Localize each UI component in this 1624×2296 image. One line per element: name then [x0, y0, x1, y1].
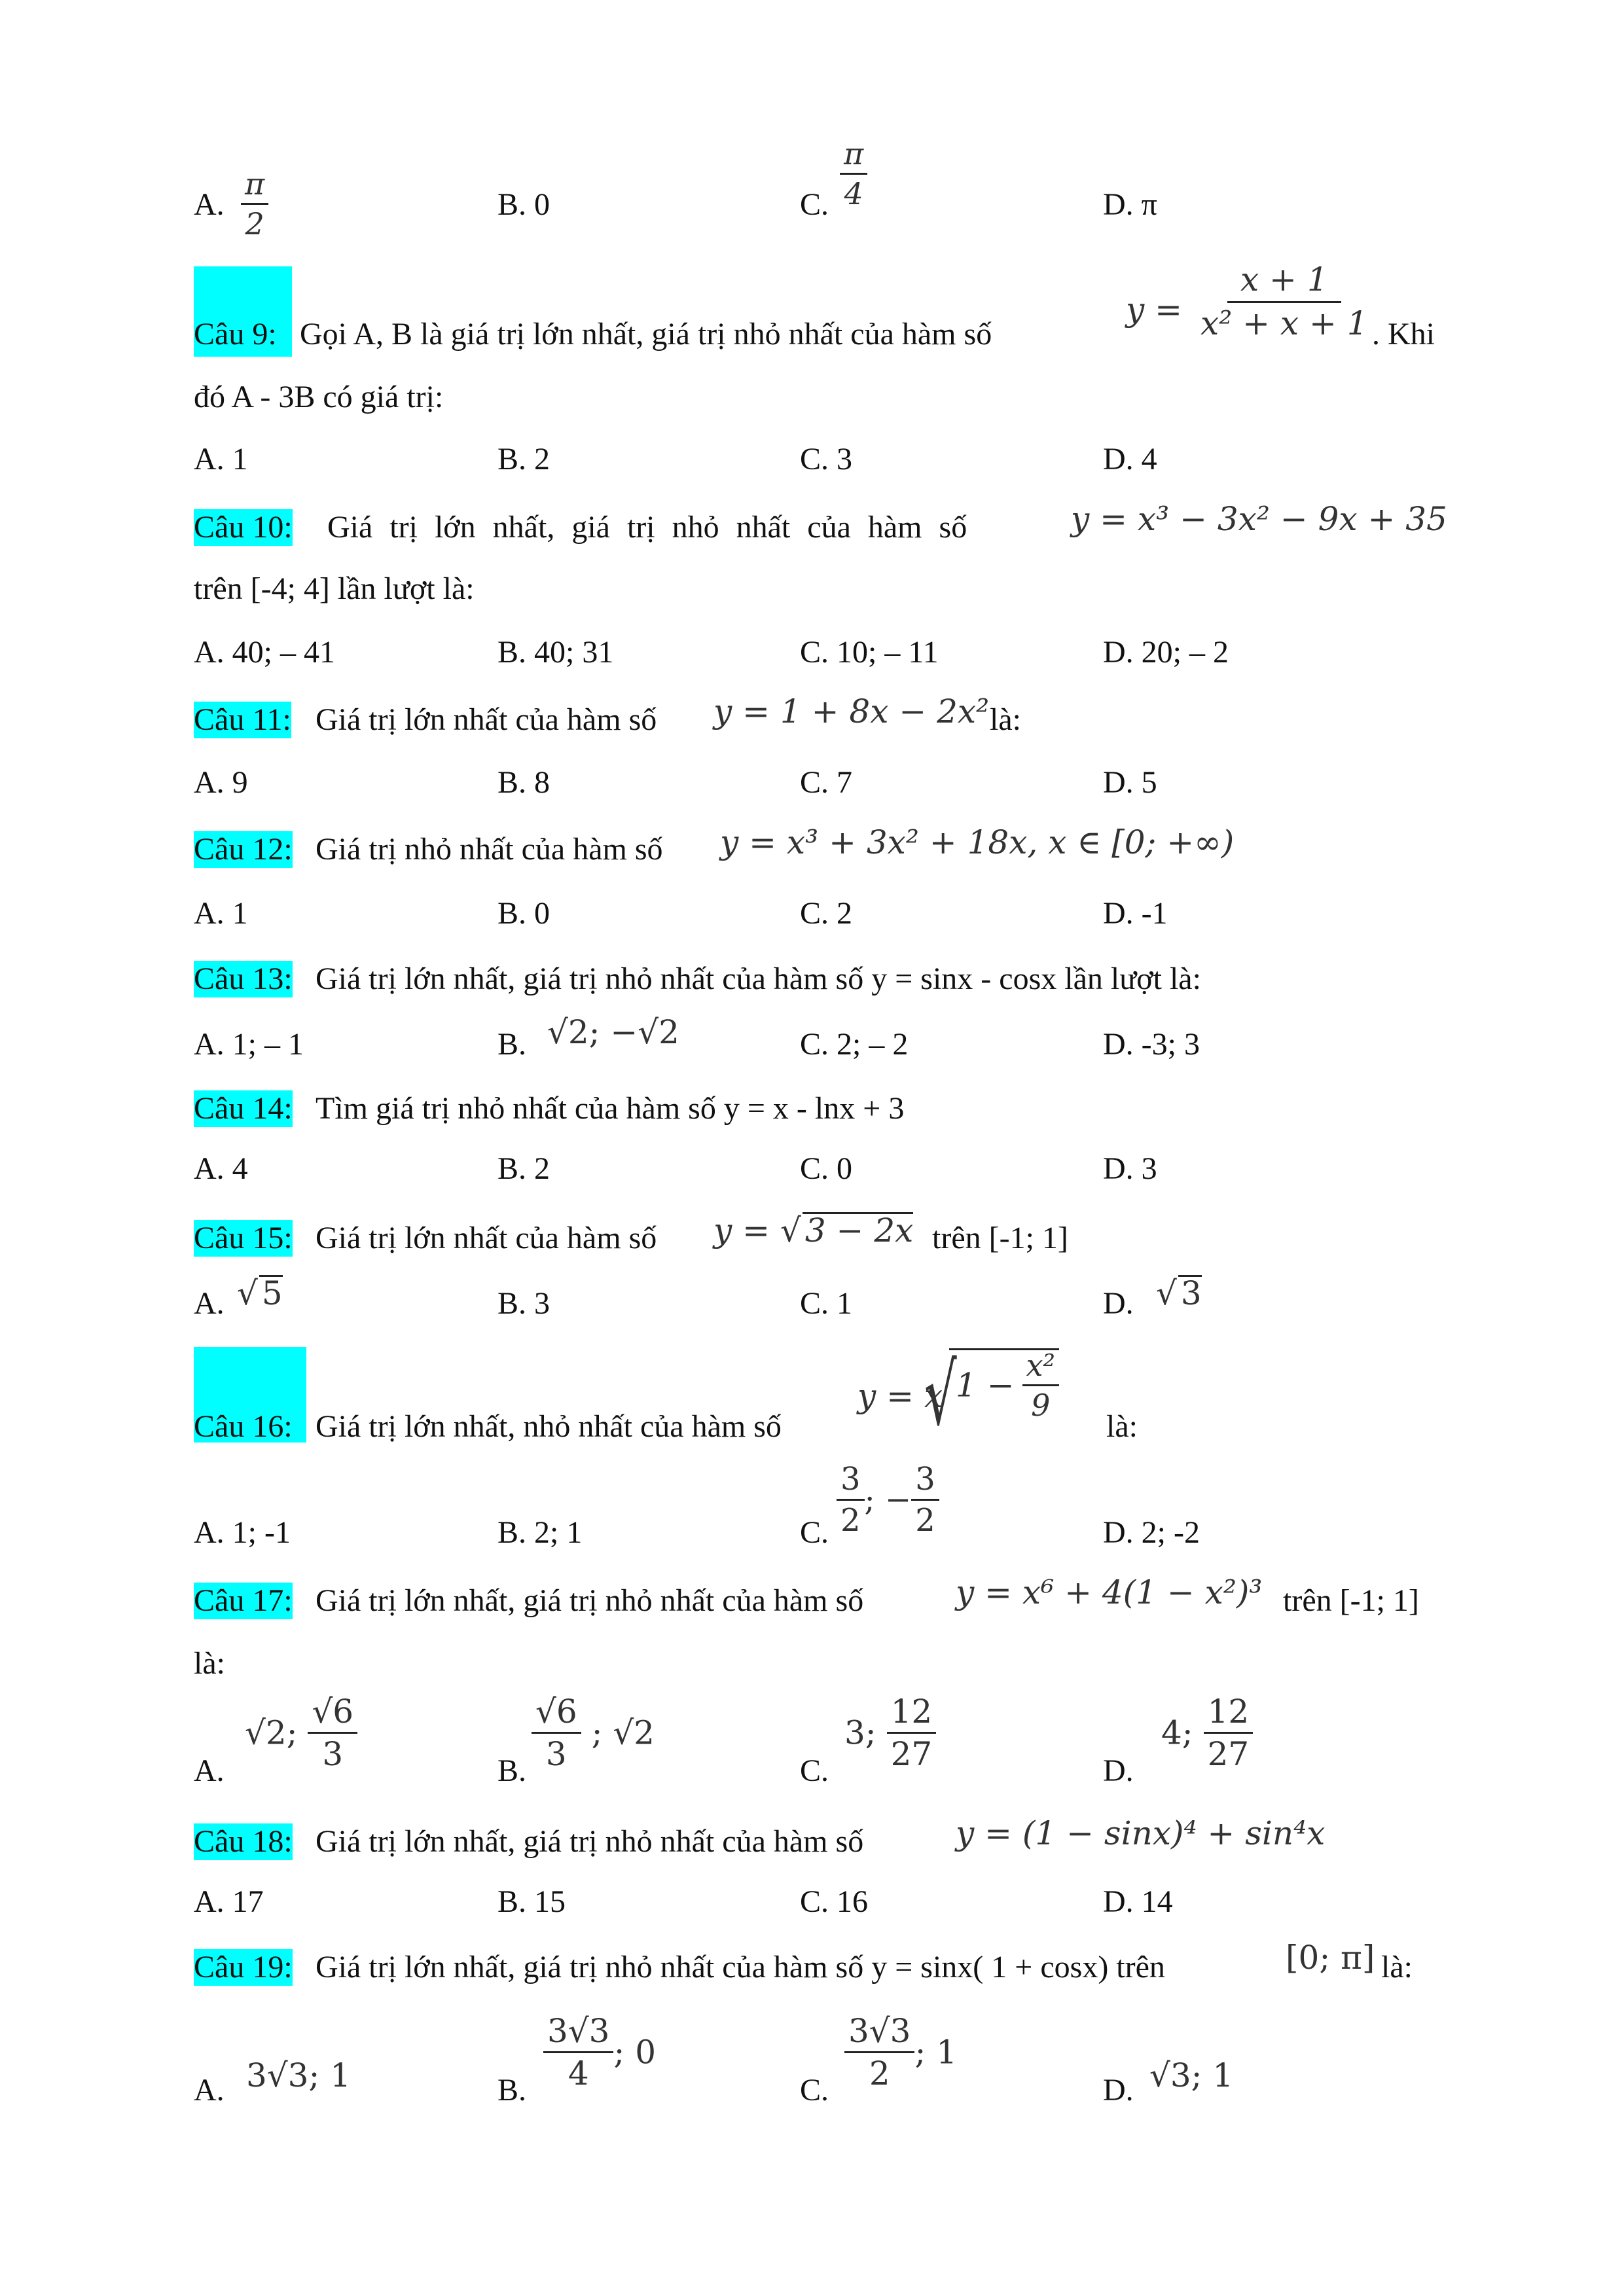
- q19-option-d-value: √3; 1: [1149, 2056, 1234, 2094]
- q19-option-a-value: 3√3; 1: [246, 2056, 352, 2094]
- q16-option-c-value: $\frac{3}{2}$ ; − $\frac{3}{2}$: [837, 1463, 939, 1536]
- q12-option-c: C. 2: [800, 896, 853, 931]
- q15-question-tail: trên [-1; 1]: [932, 1221, 1068, 1255]
- q11-question-tail: là:: [990, 702, 1021, 737]
- q8-option-c-label: C.: [800, 187, 829, 222]
- q14-label: Câu 14:: [194, 1091, 293, 1126]
- q13-option-b-value: √2; −√2: [547, 1013, 679, 1051]
- q17-option-a-value: √2; $\frac{√6}{3}$: [245, 1695, 357, 1770]
- q17-option-d-value: 4; $\frac{12}{27}$: [1161, 1695, 1253, 1770]
- q12-option-b: B. 0: [497, 896, 550, 931]
- q9-question-tail: . Khi: [1372, 317, 1435, 351]
- q9-formula-fraction: $\frac{x + 1}{\text{x² + x + 1}}$: [1200, 260, 1368, 342]
- q19-option-b-value: $\frac{3√3}{4}$ ; 0: [543, 2015, 656, 2090]
- q8-option-a-label: A.: [194, 187, 225, 222]
- q10-question-line2: trên [-4; 4] lần lượt là:: [194, 571, 475, 606]
- q10-option-d: D. 20; – 2: [1103, 635, 1229, 670]
- q13-option-d: D. -3; 3: [1103, 1027, 1200, 1062]
- q12-label: Câu 12:: [194, 832, 293, 867]
- q17-question-text: Giá trị lớn nhất, giá trị nhỏ nhất của hàm số: [316, 1583, 864, 1618]
- q17-option-b-label: B.: [497, 1753, 527, 1788]
- q13-label: Câu 13:: [194, 961, 293, 996]
- q16-option-b: B. 2; 1: [497, 1515, 583, 1550]
- q16-radical-sign: √: [924, 1345, 957, 1444]
- q17-label: Câu 17:: [194, 1583, 293, 1618]
- q8-option-d: D. π: [1103, 187, 1157, 222]
- q11-question-text: Giá trị lớn nhất của hàm số: [316, 702, 657, 737]
- q19-option-d-label: D.: [1103, 2073, 1134, 2108]
- q9-label: Câu 9:: [194, 317, 277, 351]
- q19-option-c-label: C.: [800, 2073, 829, 2108]
- q9-question-text: Gọi A, B là giá trị lớn nhất, giá trị nhỏ nhất của hàm số: [300, 317, 992, 351]
- q10-option-b: B. 40; 31: [497, 635, 614, 670]
- q9-option-b: B. 2: [497, 442, 550, 476]
- q12-option-a: A. 1: [194, 896, 248, 931]
- q16-question-tail: là:: [1106, 1409, 1138, 1444]
- q10-question-text: Giá trị lớn nhất, giá trị nhỏ nhất của hàm số: [327, 510, 967, 545]
- q17-question-line2: là:: [194, 1646, 225, 1681]
- q16-label: Câu 16:: [194, 1409, 293, 1444]
- q18-question-text: Giá trị lớn nhất, giá trị nhỏ nhất của hàm số: [316, 1824, 864, 1859]
- q8-option-c-fraction: $\frac{\pi}{4}$: [840, 139, 867, 209]
- q14-question-text: Tìm giá trị nhỏ nhất của hàm số y = x - lnx + 3: [316, 1091, 905, 1126]
- q17-option-a-label: A.: [194, 1753, 225, 1788]
- q10-formula: y = x³ − 3x² − 9x + 35: [1071, 500, 1447, 538]
- q17-option-c-label: C.: [800, 1753, 829, 1788]
- q16-option-c-label: C.: [800, 1515, 829, 1550]
- q15-option-d-value: √ 3: [1156, 1274, 1202, 1312]
- q9-formula-lhs: y =: [1126, 291, 1183, 329]
- q12-question-text: Giá trị nhỏ nhất của hàm số: [316, 832, 663, 867]
- q14-option-d: D. 3: [1103, 1151, 1157, 1186]
- q15-question-text: Giá trị lớn nhất của hàm số: [316, 1221, 657, 1255]
- q15-label: Câu 15:: [194, 1221, 293, 1255]
- q8-option-a-fraction: $\frac{\pi}{2}$: [241, 169, 268, 239]
- q12-formula: y = x³ + 3x² + 18x, x ∈ [0; +∞): [720, 823, 1235, 861]
- q18-option-b: B. 15: [497, 1884, 566, 1919]
- q18-option-c: C. 16: [800, 1884, 869, 1919]
- q17-option-d-label: D.: [1103, 1753, 1134, 1788]
- q16-option-d: D. 2; -2: [1103, 1515, 1200, 1550]
- q19-label: Câu 19:: [194, 1950, 293, 1984]
- q11-formula: y = 1 + 8x − 2x²: [713, 692, 990, 730]
- q15-formula: y = √ 3 − 2x: [713, 1211, 914, 1249]
- q18-label: Câu 18:: [194, 1824, 293, 1859]
- q12-option-d: D. -1: [1103, 896, 1168, 931]
- q9-option-a: A. 1: [194, 442, 248, 476]
- q19-option-b-label: B.: [497, 2073, 527, 2108]
- q19-option-c-value: $\frac{3√3}{2}$ ; 1: [844, 2015, 957, 2090]
- q10-option-a: A. 40; – 41: [194, 635, 335, 670]
- q14-option-c: C. 0: [800, 1151, 853, 1186]
- q11-option-a: A. 9: [194, 765, 248, 800]
- q9-question-line2: đó A - 3B có giá trị:: [194, 380, 444, 414]
- q13-option-b-label: B.: [497, 1027, 527, 1062]
- q18-option-a: A. 17: [194, 1884, 264, 1919]
- q10-option-c: C. 10; – 11: [800, 635, 939, 670]
- q8-option-b: B. 0: [497, 187, 550, 222]
- q13-question-text: Giá trị lớn nhất, giá trị nhỏ nhất của hàm số y = sinx - cosx lần lượt là:: [316, 961, 1201, 996]
- q15-option-a-label: A.: [194, 1286, 225, 1321]
- q16-formula-radical: 1 − $\frac{\text{x²}}{9}$: [949, 1348, 1059, 1420]
- q19-question-text: Giá trị lớn nhất, giá trị nhỏ nhất của hàm số y = sinx( 1 + cosx) trên: [316, 1950, 1165, 1984]
- q15-option-a-value: √ 5: [237, 1274, 283, 1312]
- q15-option-b: B. 3: [497, 1286, 550, 1321]
- q15-option-d-label: D.: [1103, 1286, 1134, 1321]
- q9-option-c: C. 3: [800, 442, 853, 476]
- q13-option-c: C. 2; – 2: [800, 1027, 909, 1062]
- q11-option-b: B. 8: [497, 765, 550, 800]
- q11-label: Câu 11:: [194, 702, 291, 737]
- q16-question-text: Giá trị lớn nhất, nhỏ nhất của hàm số: [316, 1409, 782, 1444]
- q17-formula: y = x⁶ + 4(1 − x²)³: [956, 1573, 1263, 1611]
- q18-option-d: D. 14: [1103, 1884, 1173, 1919]
- q11-option-d: D. 5: [1103, 765, 1157, 800]
- q13-option-a: A. 1; – 1: [194, 1027, 304, 1062]
- q19-interval: [0; π]: [1286, 1939, 1375, 1977]
- q18-formula: y = (1 − sinx)⁴ + sin⁴x: [956, 1814, 1326, 1852]
- q14-option-a: A. 4: [194, 1151, 248, 1186]
- q15-option-c: C. 1: [800, 1286, 853, 1321]
- q9-option-d: D. 4: [1103, 442, 1157, 476]
- q16-option-a: A. 1; -1: [194, 1515, 291, 1550]
- q10-label: Câu 10:: [194, 510, 293, 545]
- q16-formula-lhs: y = x: [857, 1377, 943, 1415]
- q17-option-c-value: 3; $\frac{12}{27}$: [844, 1695, 936, 1770]
- q19-option-a-label: A.: [194, 2073, 225, 2108]
- q11-option-c: C. 7: [800, 765, 853, 800]
- q14-option-b: B. 2: [497, 1151, 550, 1186]
- q17-question-tail: trên [-1; 1]: [1283, 1583, 1419, 1618]
- q17-option-b-value: $\frac{√6}{3}$ ; √2: [532, 1695, 655, 1770]
- q19-question-tail: là:: [1381, 1950, 1413, 1984]
